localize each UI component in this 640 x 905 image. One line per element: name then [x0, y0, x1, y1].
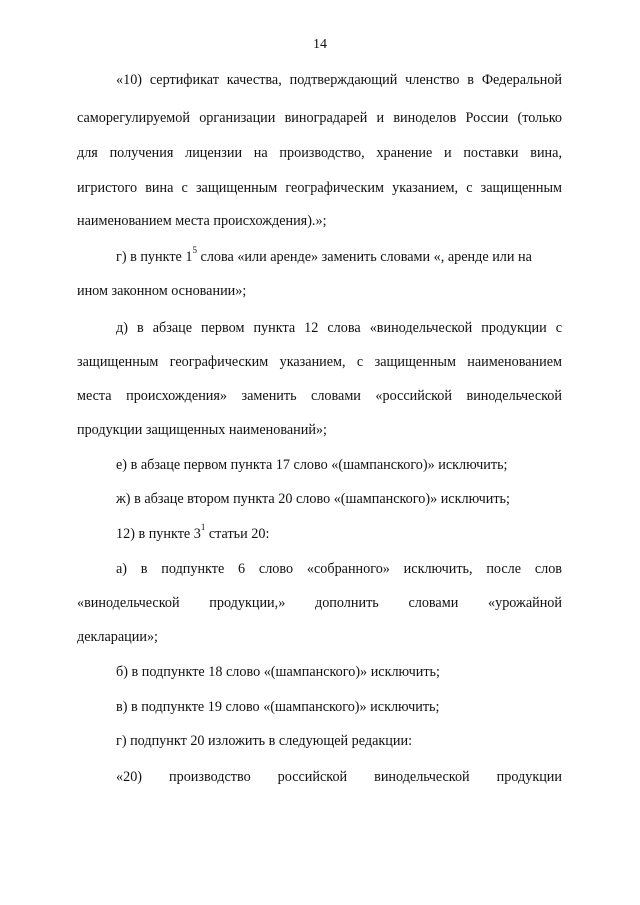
paragraph-a-line-2: «винодельческой продукции,» дополнить словами «урожайной — [77, 595, 562, 611]
paragraph-12-text-pre: 12) в пункте 3 — [116, 526, 201, 542]
paragraph-b: б) в подпункте 18 слово «(шампанского)» исключить; — [116, 664, 440, 680]
paragraph-g-text-post: слова «или аренде» заменить словами «, аренде или на — [196, 249, 532, 265]
paragraph-d-line-1: д) в абзаце первом пункта 12 слова «винодельческой продукции с — [116, 320, 562, 336]
paragraph-10-line-2: саморегулируемой организации виноградарей и виноделов России (только — [77, 110, 562, 126]
paragraph-g2: г) подпункт 20 изложить в следующей редакции: — [116, 733, 413, 749]
paragraph-a-line-1: а) в подпункте 6 слово «собранного» исключить, после слов — [116, 561, 562, 577]
paragraph-g-line-2: ином законном основании»; — [77, 283, 247, 299]
paragraph-e: е) в абзаце первом пункта 17 слово «(шампанского)» исключить; — [116, 457, 508, 473]
paragraph-12 — [116, 522, 562, 543]
paragraph-d-line-2: защищенным географическим указанием, с защищенным наименованием — [77, 354, 562, 370]
paragraph-20-line-1: «20) производство российской винодельческой продукции — [116, 769, 562, 785]
paragraph-g-line-1 — [116, 245, 562, 266]
paragraph-g-text-pre: г) в пункте 1 — [116, 249, 193, 265]
paragraph-12-superscript: 1 — [200, 522, 206, 533]
paragraph-10-line-5: наименованием места происхождения).»; — [77, 213, 327, 229]
paragraph-10-line-3: для получения лицензии на производство, хранение и поставки вина, — [77, 145, 562, 161]
paragraph-zh: ж) в абзаце втором пункта 20 слово «(шампанского)» исключить; — [116, 491, 510, 507]
paragraph-d-line-4: продукции защищенных наименований»; — [77, 422, 327, 438]
paragraph-10-line-4: игристого вина с защищенным географическим указанием, с защищенным — [77, 180, 562, 196]
page-number: 14 — [313, 37, 327, 52]
paragraph-g-superscript: 5 — [192, 245, 197, 256]
paragraph-v: в) в подпункте 19 слово «(шампанского)» исключить; — [116, 699, 440, 715]
paragraph-d-line-3: места происхождения» заменить словами «российской винодельческой — [77, 388, 562, 404]
paragraph-a-line-3: декларации»; — [77, 629, 158, 645]
paragraph-10-line-1: «10) сертификат качества, подтверждающий членство в Федеральной — [116, 72, 562, 88]
paragraph-12-text-post: статьи 20: — [205, 526, 270, 542]
